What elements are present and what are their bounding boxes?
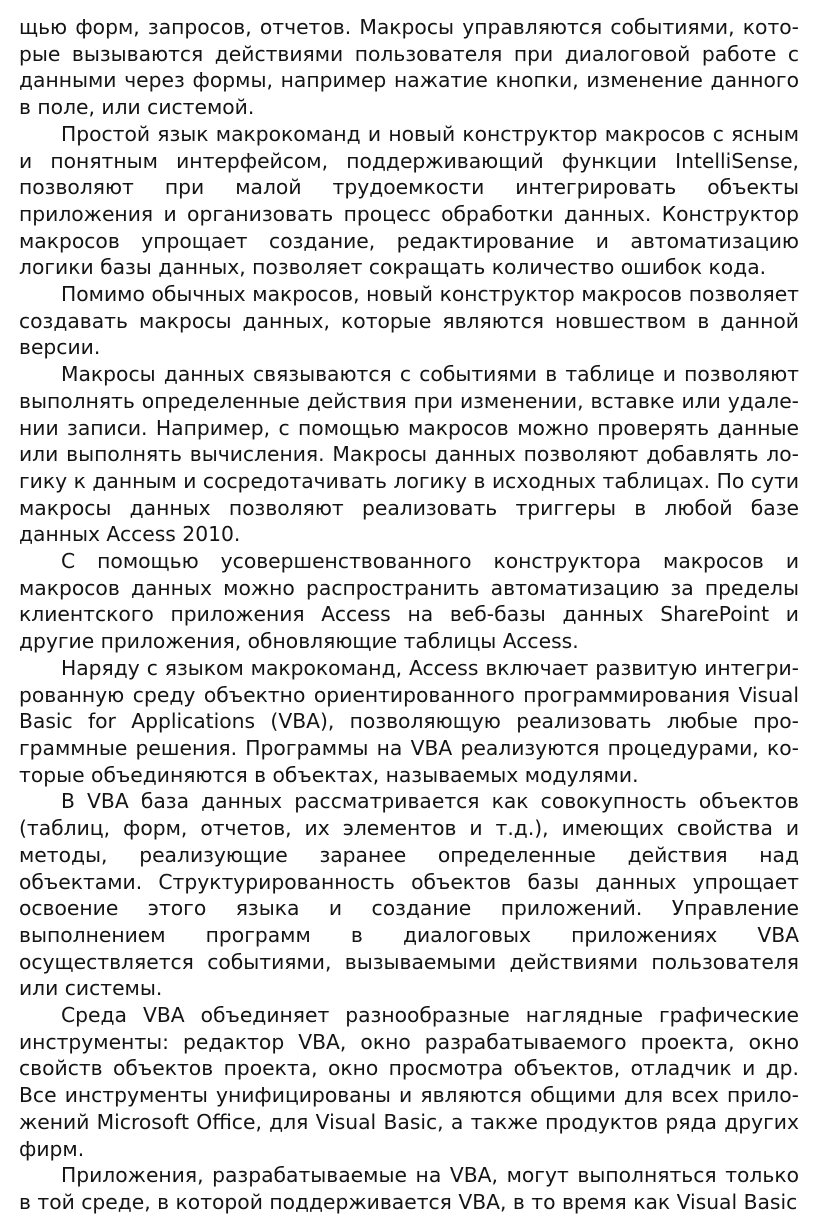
paragraph-2: Простой язык макрокоманд и новый конструктор макросов с ясным и понятным интерфейсом, поддерживающий функции IntelliSense, позволяют при малой трудоемкости интегрировать объекты приложения и организовать процесс обработки данных. Конструктор макросов упрощает создание, редактирование и автоматизацию логики базы данных, позволяет сокращать количество ошибок кода. <box>19 121 799 280</box>
paragraph-1: щью форм, запросов, отчетов. Макросы управляются событиями, которые вызываются действиями пользователя при диалоговой работе с данными через формы, например нажатие кнопки, изменение данного в поле, или системой. <box>19 15 799 120</box>
paragraph-7: В VBA база данных рассматривается как совокупность объектов (таблиц, форм, отчетов, их элементов и т.д.), имеющих свойства и методы, реализующие заранее определенные действия над объектами. Структурированность объектов базы данных упрощает освоение этого языка и создание приложений. Управление выполнением программ в диалоговых приложениях VBA осуществляется событиями, вызываемыми действиями пользователя или системы. <box>19 789 799 1001</box>
paragraph-4: Макросы данных связываются с событиями в таблице и позволяют выполнять определенные действия при изменении, вставке или удалении записи. Например, с помощью макросов можно проверять данные или выполнять вычисления. Макросы данных позволяют добавлять ло- гику к данным и сосредотачивать логику в исходных таблицах. По сути макросы данных позволяют реализовать триггеры в любой базе данных Access 2010. <box>19 362 799 547</box>
paragraph-8: Среда VBA объединяет разнообразные наглядные графические инструменты: редактор VBA, окно разрабатываемого проекта, окно свойств объектов проекта, окно просмотра объектов, отладчик и др. Все инструменты унифицированы и являются общими для всех приложений Microsoft Office, для Visual Basic, а также продуктов ряда других фирм. <box>19 1003 799 1161</box>
document-page <box>19 14 799 1216</box>
paragraph-9: Приложения, разрабатываемые на VBA, могут выполняться только в той среде, в которой поддерживается VBA, в то время как Visual Basic <box>19 1163 799 1214</box>
paragraph-5: С помощью усовершенствованного конструктора макросов и макросов данных можно распространить автоматизацию за пределы клиентского приложения Access на веб-базы данных SharePoint и другие приложения, обновляющие таблицы Access. <box>19 549 799 654</box>
paragraph-3: Помимо обычных макросов, новый конструктор макросов позволяет создавать макросы данных, которые являются новшеством в данной версии. <box>19 282 799 360</box>
paragraph-6: Наряду с языком макрокоманд, Access включает развитую интегрированную среду объектно ориентированного программирования Visual Basic for Applications (VBA), позволяющую реализовать любые программные решения. Программы на VBA реализуются процедурами, которые объединяются в объектах, называемых модулями. <box>19 655 799 787</box>
